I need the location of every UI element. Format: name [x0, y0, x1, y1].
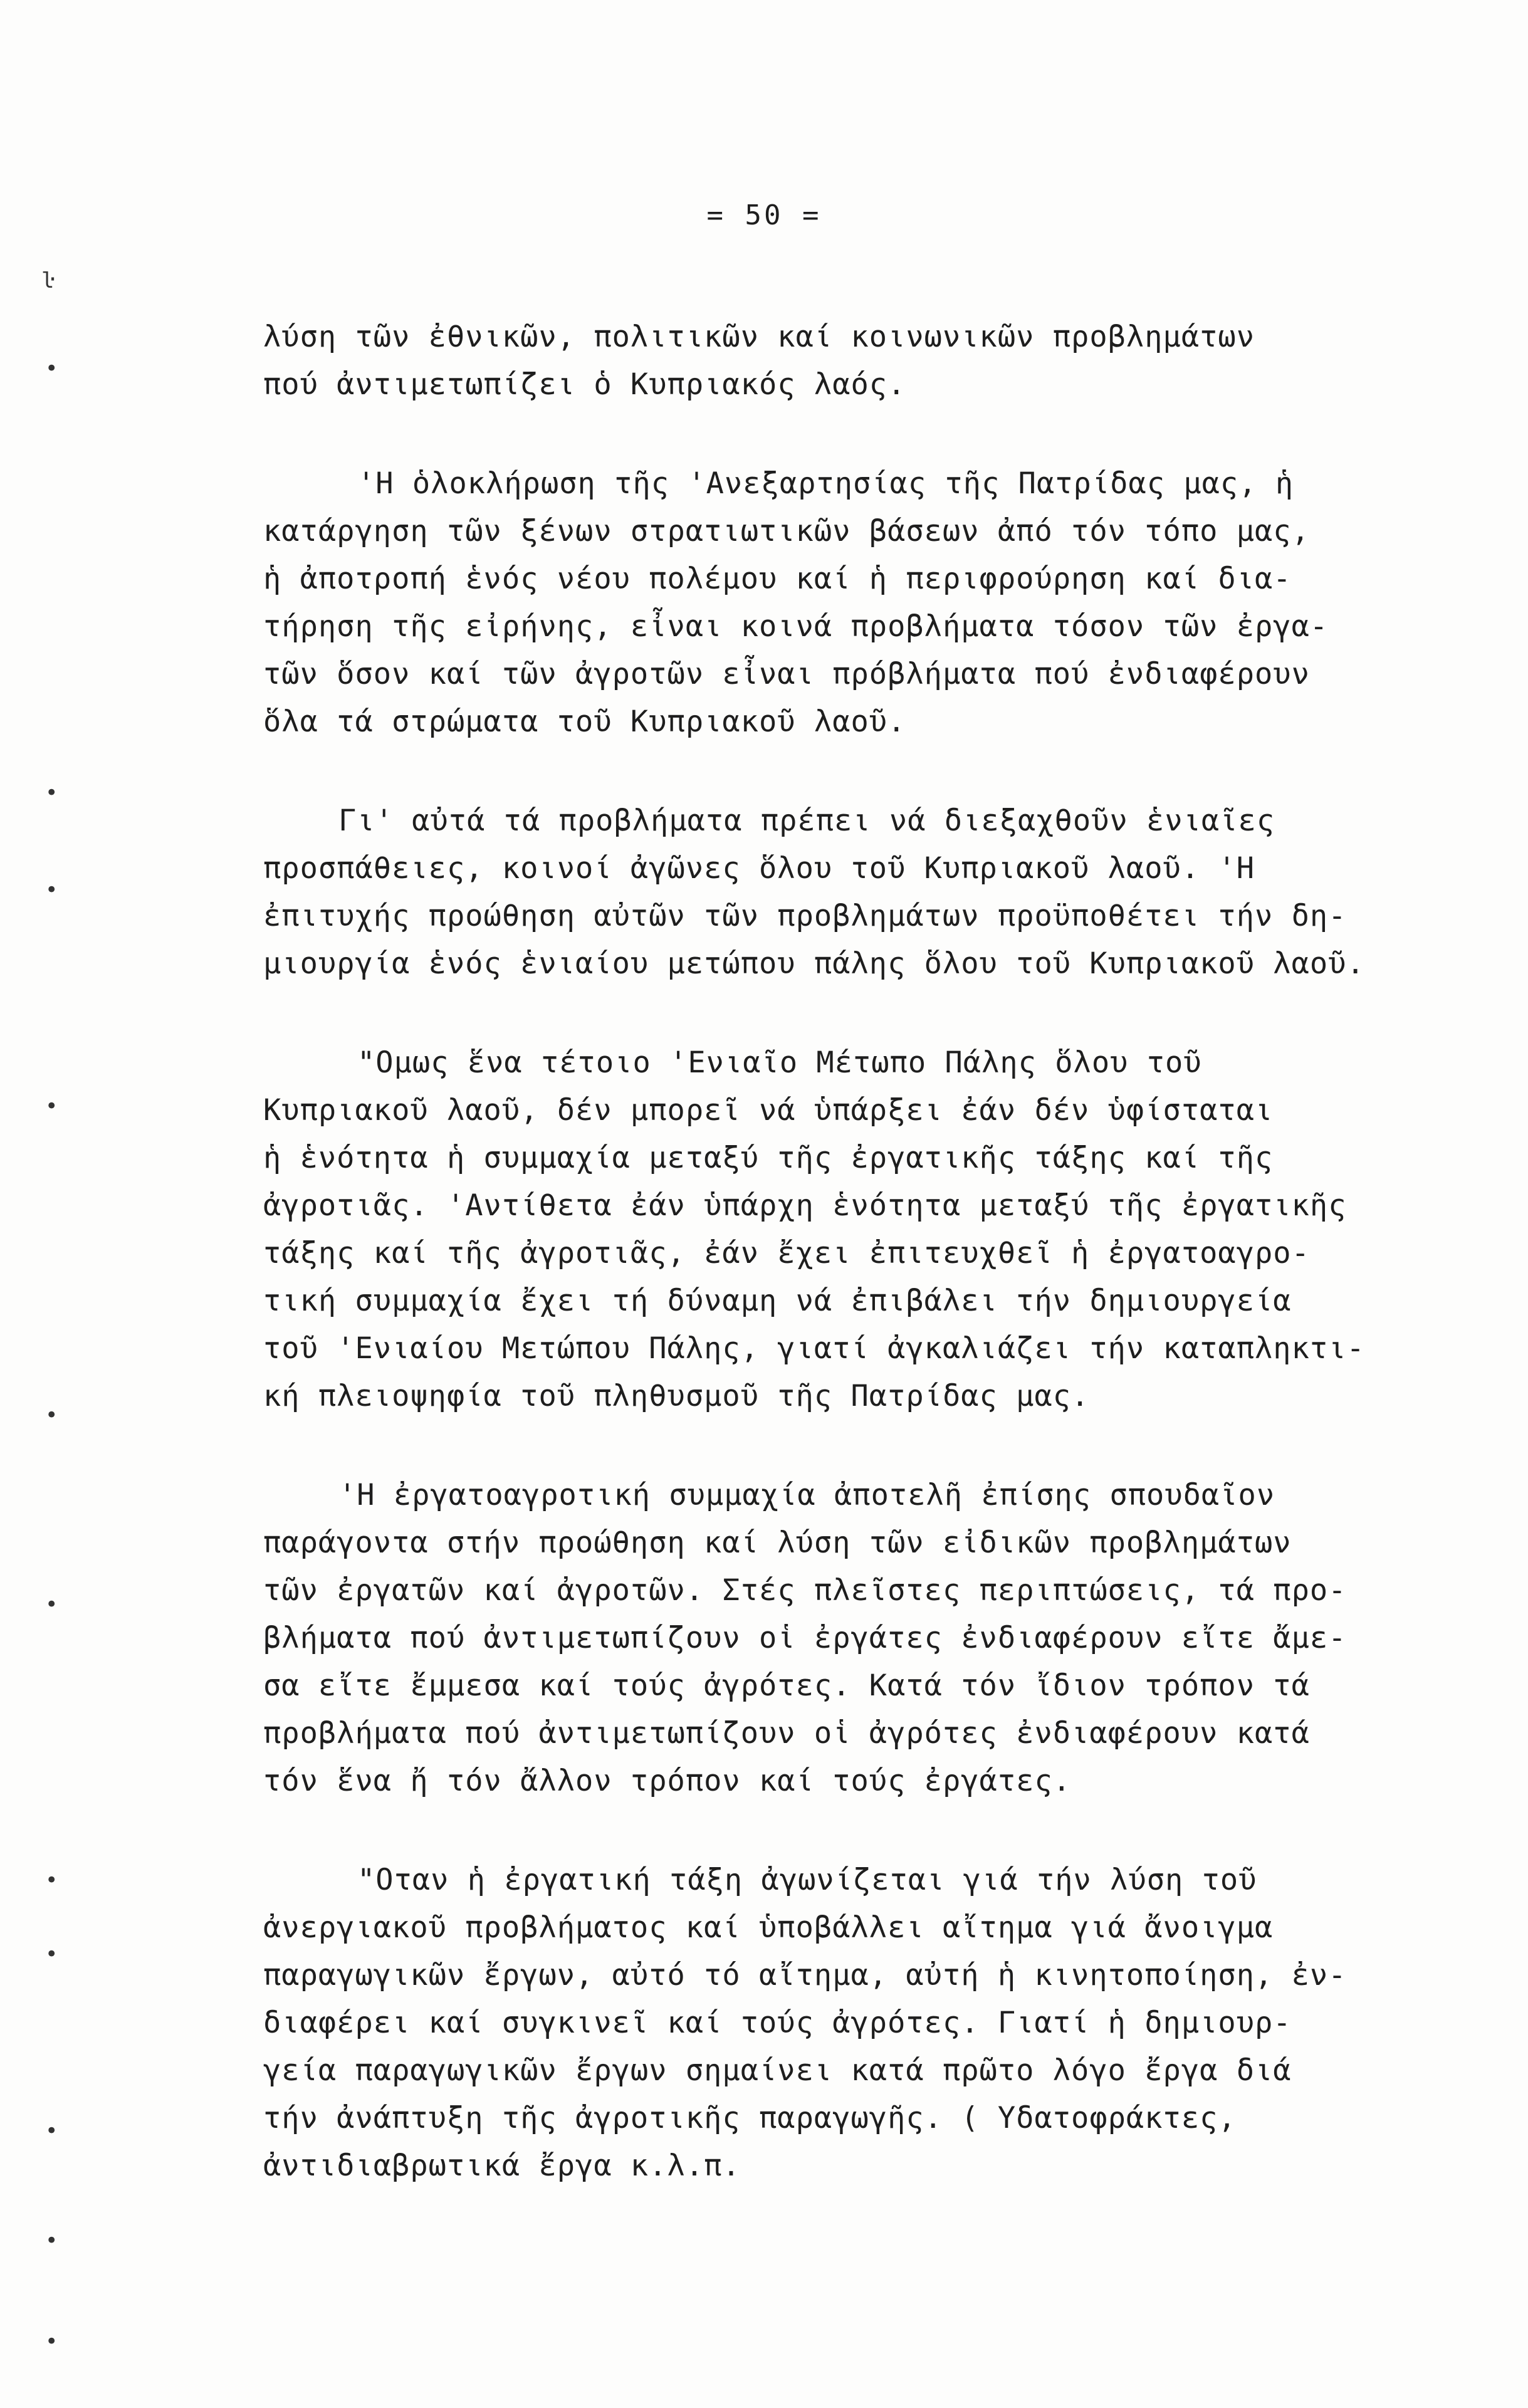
- text-line: τῶν ἐργατῶν καί ἀγροτῶν. Στές πλεῖστες περιπτώσεις, τά προ-: [263, 1573, 1347, 1608]
- margin-mark: •: [45, 1942, 58, 1967]
- text-line: προσπάθειες, κοινοί ἀγῶνες ὅλου τοῦ Κυπριακοῦ λαοῦ. 'Η: [263, 851, 1255, 886]
- text-line: ἡ ἀποτροπή ἑνός νέου πολέμου καί ἡ περιφρούρηση καί δια-: [263, 562, 1292, 596]
- text-line: ἀγροτιᾶς. 'Αντίθετα ἐάν ὑπάρχη ἑνότητα μεταξύ τῆς ἐργατικῆς: [263, 1188, 1347, 1223]
- page-number: = 50 =: [706, 199, 822, 231]
- margin-mark: •: [45, 2228, 58, 2253]
- text-line: τοῦ 'Ενιαίου Μετώπου Πάλης, γιατί ἀγκαλιάζει τήν καταπληκτι-: [263, 1331, 1365, 1366]
- paragraph-1: [263, 313, 1454, 409]
- text-line: 'Η ὁλοκλήρωση τῆς 'Ανεξαρτησίας τῆς Πατρίδας μας, ἡ: [357, 466, 1294, 501]
- text-line: τήν ἀνάπτυξη τῆς ἀγροτικῆς παραγωγῆς. ( Υδατοφράκτες,: [263, 2101, 1237, 2135]
- margin-mark: •: [45, 877, 58, 903]
- margin-mark: ŀ: [41, 268, 55, 293]
- text-line: βλήματα πού ἀντιμετωπίζουν οἱ ἐργάτες ἐνδιαφέρουν εἴτε ἄμε-: [263, 1621, 1347, 1655]
- body-text: [263, 313, 1454, 2190]
- text-line: τήρηση τῆς εἰρήνης, εἶναι κοινά προβλήματα τόσον τῶν ἐργα-: [263, 609, 1329, 644]
- text-line: Γι' αὐτά τά προβλήματα πρέπει νά διεξαχθοῦν ἑνιαῖες: [338, 804, 1275, 838]
- text-line: τική συμμαχία ἔχει τή δύναμη νά ἐπιβάλει τήν δημιουργεία: [263, 1284, 1292, 1318]
- text-line: 'Η ἐργατοαγροτική συμμαχία ἀποτελῆ ἐπίσης σπουδαῖον: [338, 1478, 1275, 1512]
- text-line: μιουργία ἑνός ἑνιαίου μετώπου πάλης ὅλου τοῦ Κυπριακοῦ λαοῦ.: [263, 946, 1365, 981]
- margin-mark: •: [45, 356, 58, 381]
- text-line: προβλήματα πού ἀντιμετωπίζουν οἱ ἀγρότες ἐνδιαφέρουν κατά: [263, 1716, 1310, 1751]
- text-line: λύση τῶν ἐθνικῶν, πολιτικῶν καί κοινωνικῶν προβλημάτων: [263, 320, 1255, 354]
- margin-mark: •: [45, 780, 58, 805]
- paragraph-4: [263, 1039, 1454, 1420]
- text-line: ἀνεργιακοῦ προβλήματος καί ὑποβάλλει αἴτημα γιά ἄνοιγμα: [263, 1910, 1274, 1945]
- margin-mark: •: [45, 2118, 58, 2144]
- text-line: γεία παραγωγικῶν ἔργων σημαίνει κατά πρῶτο λόγο ἔργα διά: [263, 2053, 1292, 2088]
- text-line: τάξης καί τῆς ἀγροτιᾶς, ἐάν ἔχει ἐπιτευχθεῖ ἡ ἐργατοαγρο-: [263, 1236, 1310, 1270]
- text-line: πού ἀντιμετωπίζει ὁ Κυπριακός λαός.: [263, 367, 906, 402]
- text-line: ὅλα τά στρώματα τοῦ Κυπριακοῦ λαοῦ.: [263, 704, 906, 739]
- text-line: σα εἴτε ἔμμεσα καί τούς ἀγρότες. Κατά τόν ἴδιον τρόπον τά: [263, 1668, 1310, 1703]
- paragraph-6: [263, 1856, 1454, 2190]
- text-line: τόν ἕνα ἤ τόν ἄλλον τρόπον καί τούς ἐργάτες.: [263, 1764, 1072, 1798]
- text-line: παραγωγικῶν ἔργων, αὐτό τό αἴτημα, αὐτή ἡ κινητοποίηση, ἐν-: [263, 1958, 1347, 1992]
- paragraph-5: [263, 1472, 1454, 1805]
- margin-mark: •: [45, 1868, 58, 1893]
- margin-mark: •: [45, 1403, 58, 1428]
- text-line: Κυπριακοῦ λαοῦ, δέν μπορεῖ νά ὑπάρξει ἐάν δέν ὑφίσταται: [263, 1093, 1274, 1128]
- text-line: "Ομως ἕνα τέτοιο 'Ενιαῖο Μέτωπο Πάλης ὅλου τοῦ: [357, 1045, 1202, 1080]
- text-line: διαφέρει καί συγκινεῖ καί τούς ἀγρότες. Γιατί ἡ δημιουρ-: [263, 2006, 1292, 2040]
- margin-mark: •: [45, 1592, 58, 1617]
- text-line: ἀντιδιαβρωτικά ἔργα κ.λ.π.: [263, 2149, 741, 2183]
- text-line: κή πλειοψηφία τοῦ πληθυσμοῦ τῆς Πατρίδας μας.: [263, 1379, 1090, 1413]
- paragraph-2: [263, 460, 1454, 746]
- text-line: παράγοντα στήν προώθηση καί λύση τῶν εἰδικῶν προβλημάτων: [263, 1526, 1292, 1560]
- paragraph-3: [263, 797, 1454, 988]
- text-line: "Οταν ἡ ἐργατική τάξη ἀγωνίζεται γιά τήν λύση τοῦ: [357, 1863, 1257, 1897]
- text-line: κατάργηση τῶν ξένων στρατιωτικῶν βάσεων ἀπό τόν τόπο μας,: [263, 514, 1310, 548]
- margin-mark: •: [45, 2329, 58, 2354]
- margin-mark: •: [45, 1094, 58, 1119]
- text-line: ἡ ἑνότητα ἡ συμμαχία μεταξύ τῆς ἐργατικῆς τάξης καί τῆς: [263, 1141, 1274, 1175]
- text-line: ἐπιτυχής προώθηση αὐτῶν τῶν προβλημάτων προϋποθέτει τήν δη-: [263, 899, 1347, 933]
- text-line: τῶν ὅσον καί τῶν ἀγροτῶν εἶναι πρόβλήματα πού ἐνδιαφέρουν: [263, 657, 1310, 691]
